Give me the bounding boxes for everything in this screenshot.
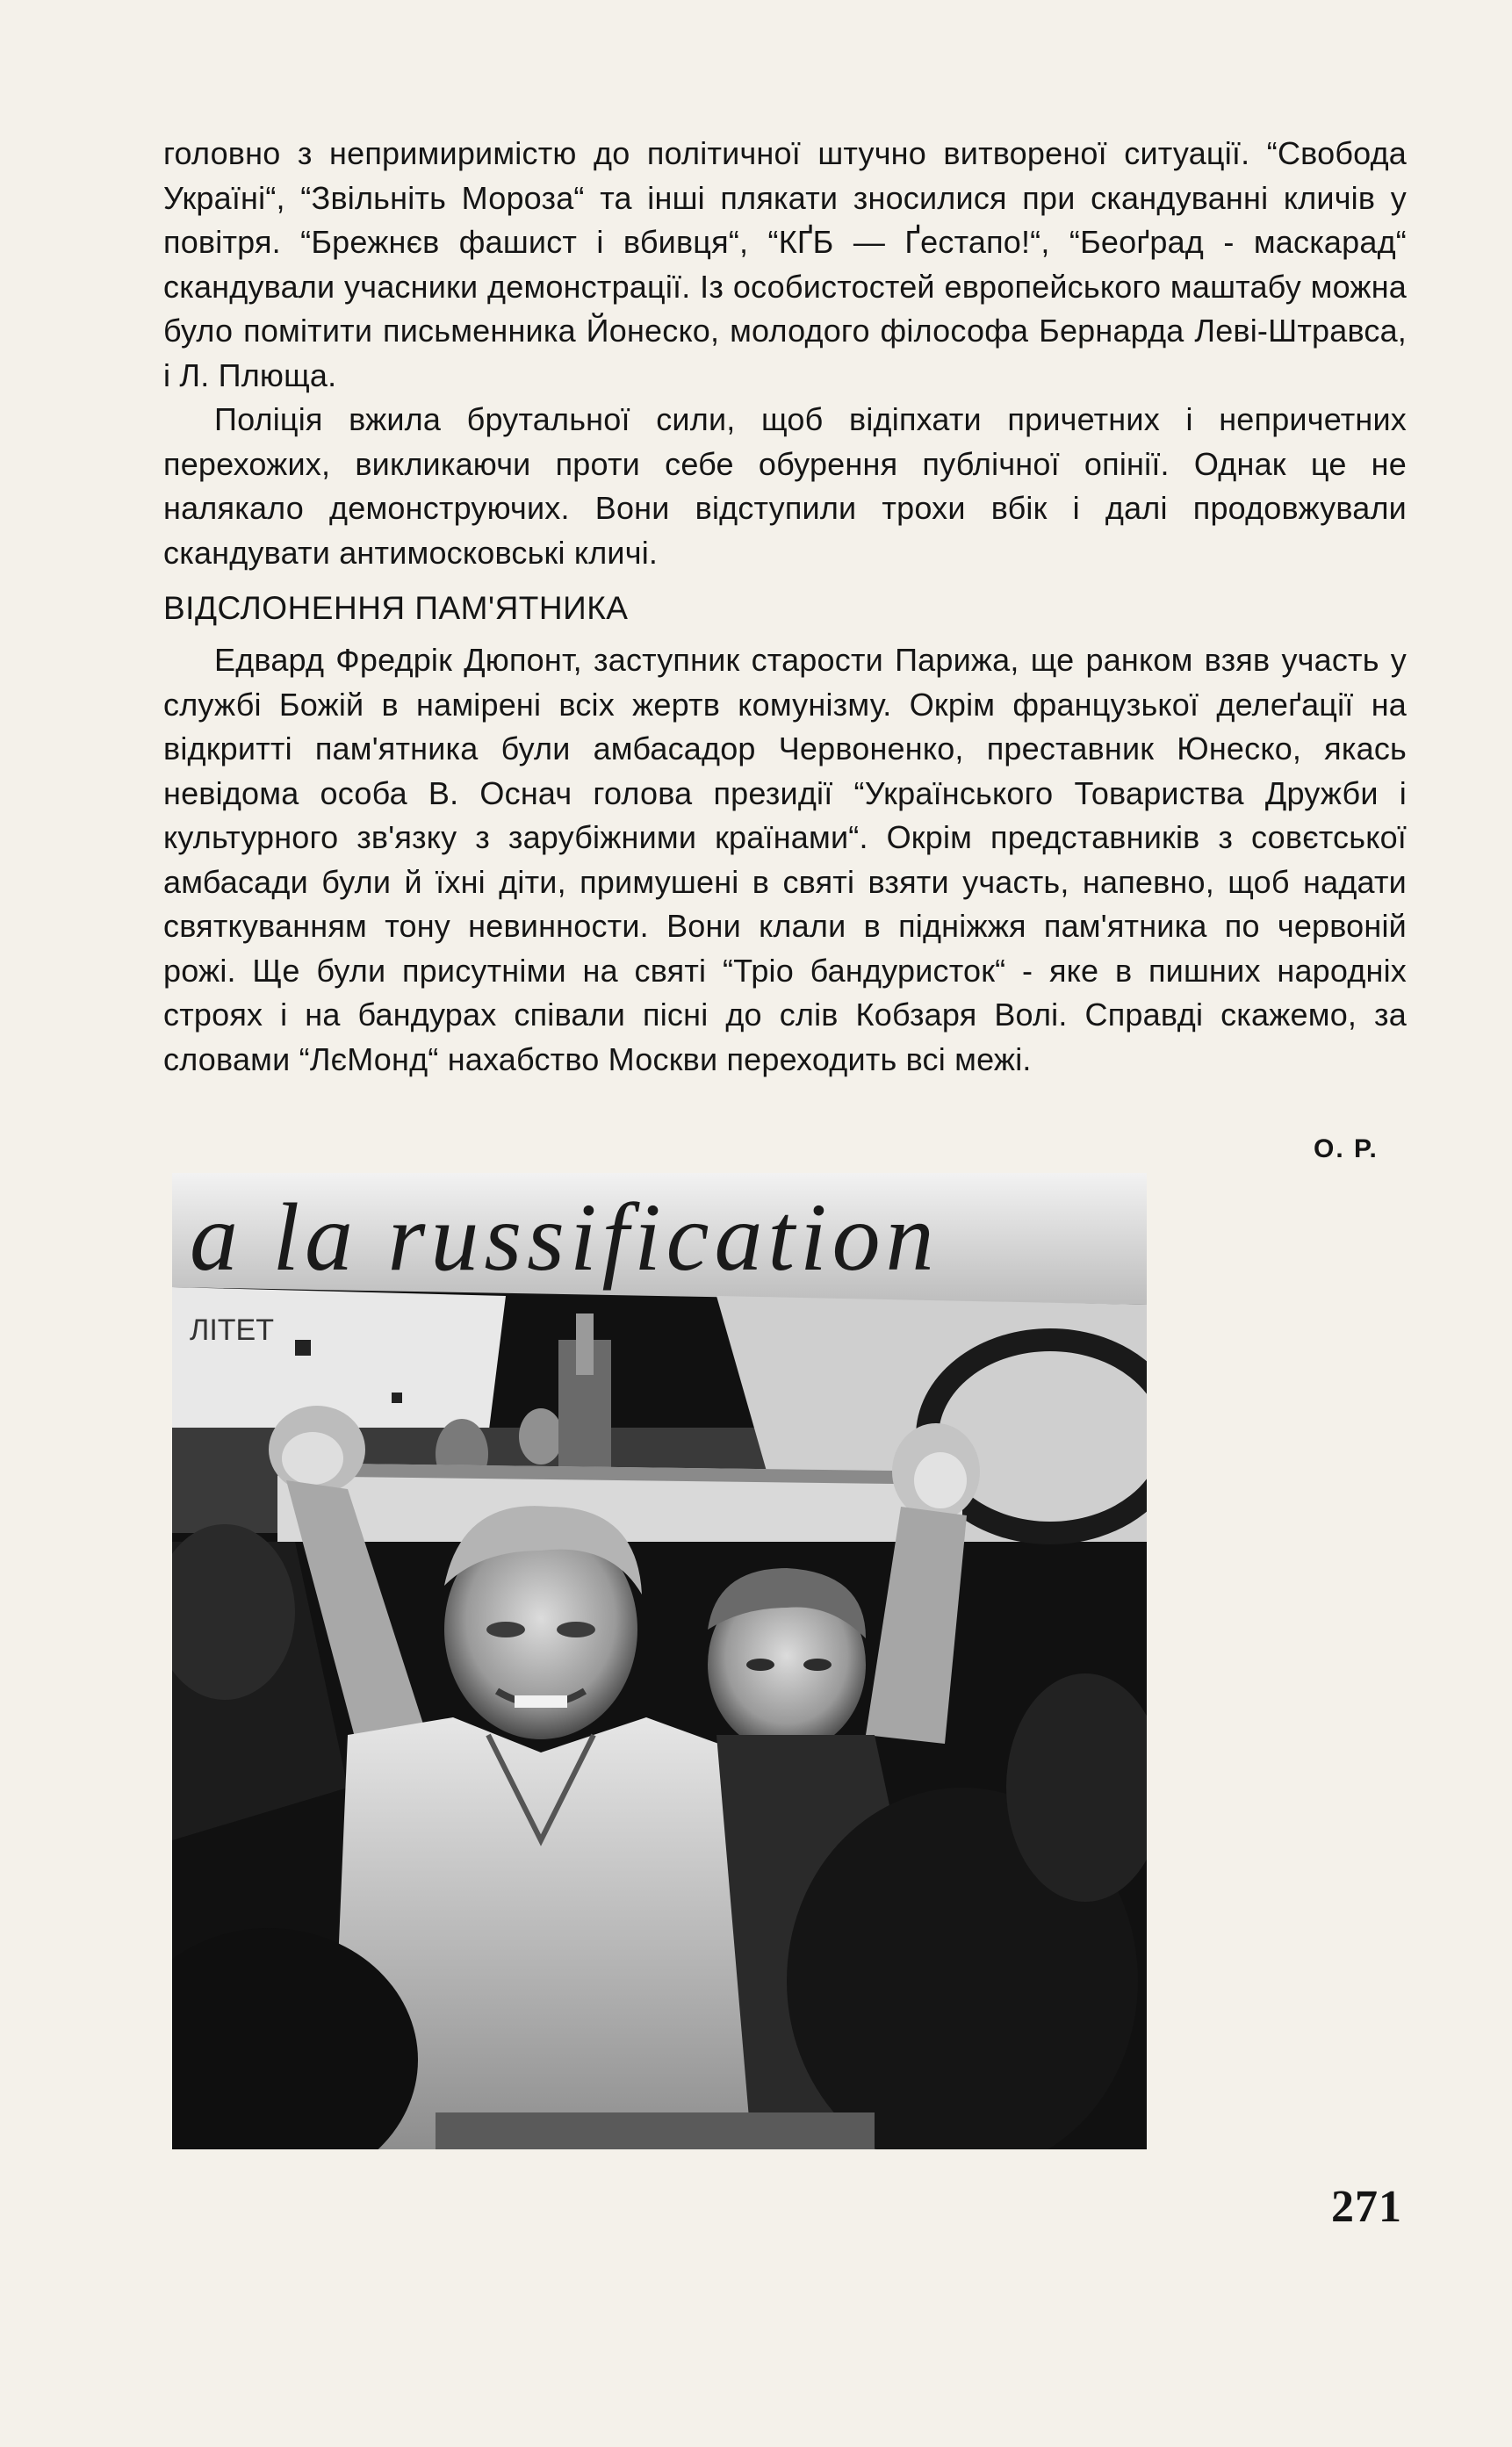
paragraph-police: Поліція вжила брутальної сили, щоб відіпхати причетних і непричетних перехожих, викликаючи проти себе обурення публічної опінії. Однак це не налякало демонструючих. Вони відступили трохи вбік і далі продовжували скандувати антимосковські кличі. [163, 401, 1407, 571]
paragraph-demonstration: головно з непримиримістю до політичної штучно витвореної ситуації. “Свобода Україні“, “Звільніть Мороза“ та інші плякати зносилися при скандуванні кличів у повітря. “Брежнєв фашист і вбивця“, “КҐБ — Ґестапо!“, “Беоґрад - маскарад“ скандували учасники демонстрації. Із особистостей европейського маштабу можна було помітити письменника Йонеско, молодого філософа Бернарда Леві-Штравса, і Л. Плюща. [163, 135, 1407, 393]
paragraph-monument: Едвард Фредрік Дюпонт, заступник старости Парижа, ще ранком взяв участь у службі Божій в намірені всіх жертв комунізму. Окрім французької делеґації на відкритті пам'ятника були амбасадор Червоненко, преставник Юнеско, якась невідома особа В. Оснач голова президії “Українського Товариства Дружби і культурного зв'язку з зарубіжними країнами“. Окрім представників з совєтської амбасади були й їхні діти, примушені в святі взяти участь, напевно, щоб надати святкуванням тону невинности. Вони клали в підніжжя пам'ятника по червоній рожі. Ще були присутніми на святі “Тріо бандуристок“ - яке в пишних народніх строях і на бандурах співали пісні до слів Кобзаря Волі. Справді скажемо, за словами “ЛєМонд“ нахабство Москви переходить всі межі. [163, 642, 1407, 1077]
section-heading: ВІДСЛОНЕННЯ ПАМ'ЯТНИКА [163, 590, 629, 626]
article-body [163, 132, 1407, 1082]
author-signature: О. Р. [1314, 1134, 1379, 1163]
page-number: 271 [1331, 2182, 1402, 2232]
protest-photo-illustration [172, 1173, 1147, 2149]
sign-lettering: ЛІТЕТ [190, 1313, 274, 1347]
banner-lettering: a la russification [190, 1184, 940, 1291]
protest-photo [172, 1173, 1147, 2149]
